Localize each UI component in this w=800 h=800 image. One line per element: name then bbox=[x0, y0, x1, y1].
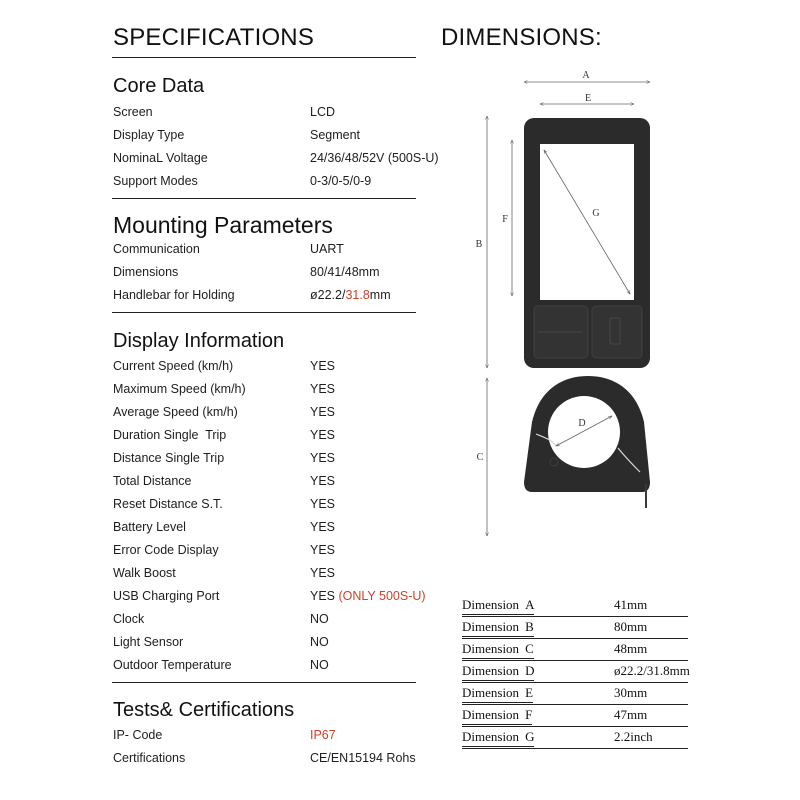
spec-row bbox=[113, 589, 443, 609]
spec-label: NominaL Voltage bbox=[113, 151, 208, 165]
dimension-row bbox=[462, 729, 702, 747]
spec-label: Average Speed (km/h) bbox=[113, 405, 238, 419]
section-divider bbox=[112, 682, 416, 683]
dimension-label: Dimension D bbox=[462, 663, 534, 681]
spec-value: YES bbox=[310, 451, 336, 465]
spec-label: Communication bbox=[113, 242, 200, 256]
spec-row bbox=[113, 658, 443, 678]
spec-value: NO bbox=[310, 612, 329, 626]
dimension-row bbox=[462, 641, 702, 659]
title-divider bbox=[112, 57, 416, 58]
spec-value: 24/36/48/52V (500S-U) bbox=[310, 151, 439, 165]
spec-row bbox=[113, 751, 443, 771]
dimension-underline bbox=[462, 682, 688, 683]
svg-text:F: F bbox=[502, 214, 508, 225]
spec-value: CE/EN15194 Rohs bbox=[310, 751, 416, 765]
spec-value: IP67 bbox=[310, 728, 336, 742]
dimension-row bbox=[462, 597, 702, 615]
dimension-value: 47mm bbox=[614, 707, 648, 722]
svg-text:C: C bbox=[476, 452, 484, 463]
spec-label: Distance Single Trip bbox=[113, 451, 225, 465]
spec-value: YES bbox=[310, 543, 336, 557]
dimension-row bbox=[462, 685, 702, 703]
spec-row bbox=[113, 265, 443, 285]
spec-label: Certifications bbox=[113, 751, 186, 765]
tests-certifications-heading: Tests& Certifications bbox=[113, 699, 295, 721]
spec-label: Support Modes bbox=[113, 174, 198, 188]
dimension-value: 30mm bbox=[614, 685, 648, 700]
dimension-label: Dimension C bbox=[462, 641, 534, 659]
dimension-row bbox=[462, 663, 702, 681]
spec-row bbox=[113, 128, 443, 148]
spec-value: YES bbox=[310, 359, 336, 373]
svg-text:A: A bbox=[582, 70, 590, 81]
spec-label: Display Type bbox=[113, 128, 185, 142]
spec-label: Error Code Display bbox=[113, 543, 219, 557]
spec-value: Segment bbox=[310, 128, 361, 142]
dimension-label: Dimension B bbox=[462, 619, 534, 637]
spec-value: YES (ONLY 500S-U) bbox=[310, 589, 426, 603]
spec-row bbox=[113, 451, 443, 471]
spec-label: Outdoor Temperature bbox=[113, 658, 232, 672]
spec-value: 80/41/48mm bbox=[310, 265, 380, 279]
spec-label: Battery Level bbox=[113, 520, 186, 534]
dimension-label: Dimension F bbox=[462, 707, 532, 725]
spec-label: Handlebar for Holding bbox=[113, 288, 235, 302]
spec-value: YES bbox=[310, 497, 336, 511]
display-information-heading: Display Information bbox=[113, 330, 285, 352]
spec-value: UART bbox=[310, 242, 344, 256]
dimension-diagram bbox=[460, 60, 700, 550]
spec-row bbox=[113, 497, 443, 517]
spec-label: Duration Single Trip bbox=[113, 428, 227, 442]
dimension-value: 48mm bbox=[614, 641, 648, 656]
dimension-underline bbox=[462, 726, 688, 727]
dimension-value: ø22.2/31.8mm bbox=[614, 663, 690, 678]
display-unit-drawing bbox=[524, 118, 650, 368]
clamp-drawing bbox=[524, 376, 650, 508]
spec-row bbox=[113, 543, 443, 563]
dimension-e-arrow bbox=[540, 93, 634, 104]
specifications-title: SPECIFICATIONS bbox=[113, 24, 315, 51]
spec-label: Current Speed (km/h) bbox=[113, 359, 234, 373]
svg-text:G: G bbox=[592, 208, 600, 219]
spec-row bbox=[113, 428, 443, 448]
spec-row bbox=[113, 566, 443, 586]
spec-row bbox=[113, 242, 443, 262]
spec-value: ø22.2/31.8mm bbox=[310, 288, 391, 302]
dimension-underline bbox=[462, 704, 688, 705]
dimensions-title: DIMENSIONS: bbox=[441, 24, 602, 51]
section-divider bbox=[112, 312, 416, 313]
spec-label: Walk Boost bbox=[113, 566, 176, 580]
spec-value: YES bbox=[310, 474, 336, 488]
spec-label: Dimensions bbox=[113, 265, 179, 279]
spec-value: YES bbox=[310, 405, 336, 419]
spec-value: YES bbox=[310, 382, 336, 396]
spec-value: NO bbox=[310, 635, 329, 649]
dimension-underline bbox=[462, 638, 688, 639]
svg-text:E: E bbox=[584, 93, 592, 104]
dimension-f-arrow bbox=[502, 140, 512, 296]
spec-row bbox=[113, 382, 443, 402]
spec-label: Total Distance bbox=[113, 474, 192, 488]
dimension-value: 41mm bbox=[614, 597, 648, 612]
mounting-parameters-heading: Mounting Parameters bbox=[113, 212, 333, 238]
dimension-value: 80mm bbox=[614, 619, 648, 634]
spec-label: Light Sensor bbox=[113, 635, 184, 649]
spec-value: 0-3/0-5/0-9 bbox=[310, 174, 372, 188]
spec-label: Maximum Speed (km/h) bbox=[113, 382, 246, 396]
spec-row bbox=[113, 635, 443, 655]
spec-value: YES bbox=[310, 520, 336, 534]
spec-row bbox=[113, 105, 443, 125]
dimension-value: 2.2inch bbox=[614, 729, 653, 744]
dimension-row bbox=[462, 707, 702, 725]
spec-row bbox=[113, 288, 443, 308]
spec-row bbox=[113, 728, 443, 748]
spec-label: Reset Distance S.T. bbox=[113, 497, 223, 511]
dimension-underline bbox=[462, 660, 688, 661]
spec-value: NO bbox=[310, 658, 329, 672]
spec-row bbox=[113, 405, 443, 425]
spec-value: YES bbox=[310, 428, 336, 442]
spec-row bbox=[113, 520, 443, 540]
dimension-row bbox=[462, 619, 702, 637]
dimension-label: Dimension G bbox=[462, 729, 534, 747]
svg-text:D: D bbox=[578, 418, 586, 429]
spec-label: IP- Code bbox=[113, 728, 163, 742]
spec-row bbox=[113, 151, 443, 171]
dimension-label: Dimension E bbox=[462, 685, 533, 703]
spec-row bbox=[113, 612, 443, 632]
dimension-b-arrow bbox=[476, 116, 487, 368]
spec-label: USB Charging Port bbox=[113, 589, 220, 603]
spec-row bbox=[113, 474, 443, 494]
dimension-a-arrow bbox=[524, 70, 650, 82]
spec-row bbox=[113, 359, 443, 379]
spec-value: LCD bbox=[310, 105, 336, 119]
dimension-underline bbox=[462, 616, 688, 617]
spec-row bbox=[113, 174, 443, 194]
dimension-underline bbox=[462, 748, 688, 749]
dimension-c-arrow bbox=[477, 378, 487, 536]
spec-label: Clock bbox=[113, 612, 145, 626]
dimension-label: Dimension A bbox=[462, 597, 534, 615]
spec-label: Screen bbox=[113, 105, 153, 119]
section-divider bbox=[112, 198, 416, 199]
core-data-heading: Core Data bbox=[113, 75, 205, 97]
svg-text:B: B bbox=[475, 239, 483, 250]
spec-value: YES bbox=[310, 566, 336, 580]
